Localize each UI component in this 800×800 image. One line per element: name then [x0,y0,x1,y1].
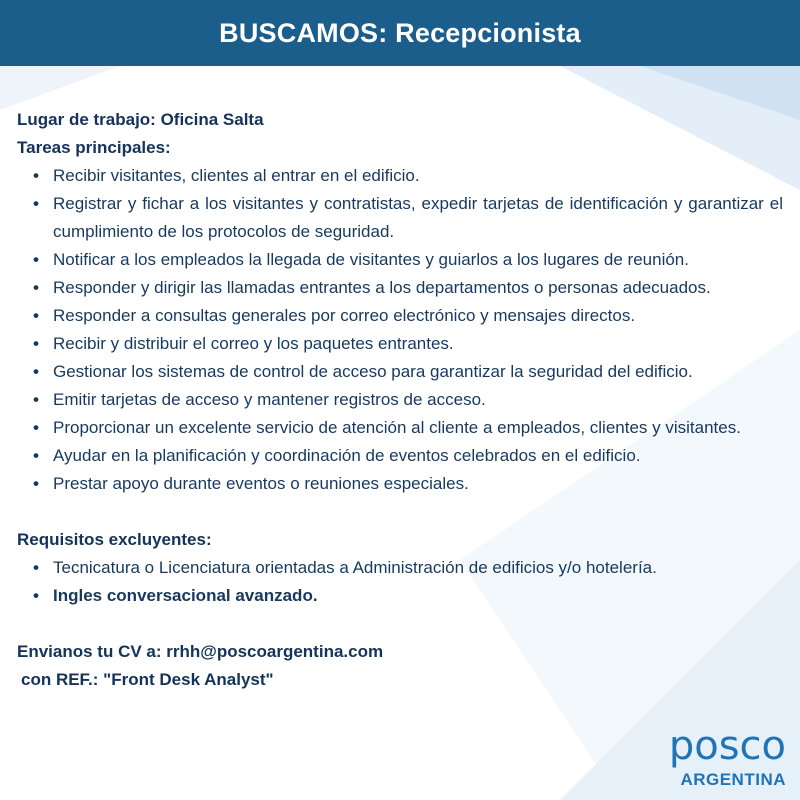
task-item: • Gestionar los sistemas de control de acceso para garantizar la seguridad del edificio. [17,358,783,386]
task-item: • Proporcionar un excelente servicio de atención al cliente a empleados, clientes y visitantes. [17,414,783,442]
task-item: • Prestar apoyo durante eventos o reuniones especiales. [17,470,783,498]
job-posting-body [17,106,783,694]
logo-wordmark: posco [668,723,786,769]
requirements-heading: Requisitos excluyentes: [17,530,212,549]
header-banner [0,0,800,66]
requirements-list [17,554,783,610]
contact-reference-line: con REF.: "Front Desk Analyst" [21,670,274,689]
task-item: • Registrar y fichar a los visitantes y contratistas, expedir tarjetas de identificación y garantizar el cumplimiento de los protocolos de seguridad. [17,190,783,246]
requirement-item: • Ingles conversacional avanzado. [17,582,783,610]
tasks-list [17,162,783,498]
requirement-item: • Tecnicatura o Licenciatura orientadas a Administración de edificios y/o hotelería. [17,554,783,582]
contact-email-line: Envianos tu CV a: rrhh@poscoargentina.com [17,642,384,661]
task-item: • Recibir y distribuir el correo y los paquetes entrantes. [17,330,783,358]
tasks-heading: Tareas principales: [17,138,171,157]
task-item: • Recibir visitantes, clientes al entrar en el edificio. [17,162,783,190]
task-item: • Responder a consultas generales por correo electrónico y mensajes directos. [17,302,783,330]
task-item: • Responder y dirigir las llamadas entrantes a los departamentos o personas adecuados. [17,274,783,302]
task-item: • Emitir tarjetas de acceso y mantener registros de acceso. [17,386,783,414]
posco-argentina-logo [668,723,786,790]
task-item: • Ayudar en la planificación y coordinación de eventos celebrados en el edificio. [17,442,783,470]
logo-subtitle: ARGENTINA [680,770,786,789]
task-item: • Notificar a los empleados la llegada de visitantes y guiarlos a los lugares de reunión. [17,246,783,274]
workplace-line: Lugar de trabajo: Oficina Salta [17,110,264,129]
page-title: BUSCAMOS: Recepcionista [219,17,581,48]
